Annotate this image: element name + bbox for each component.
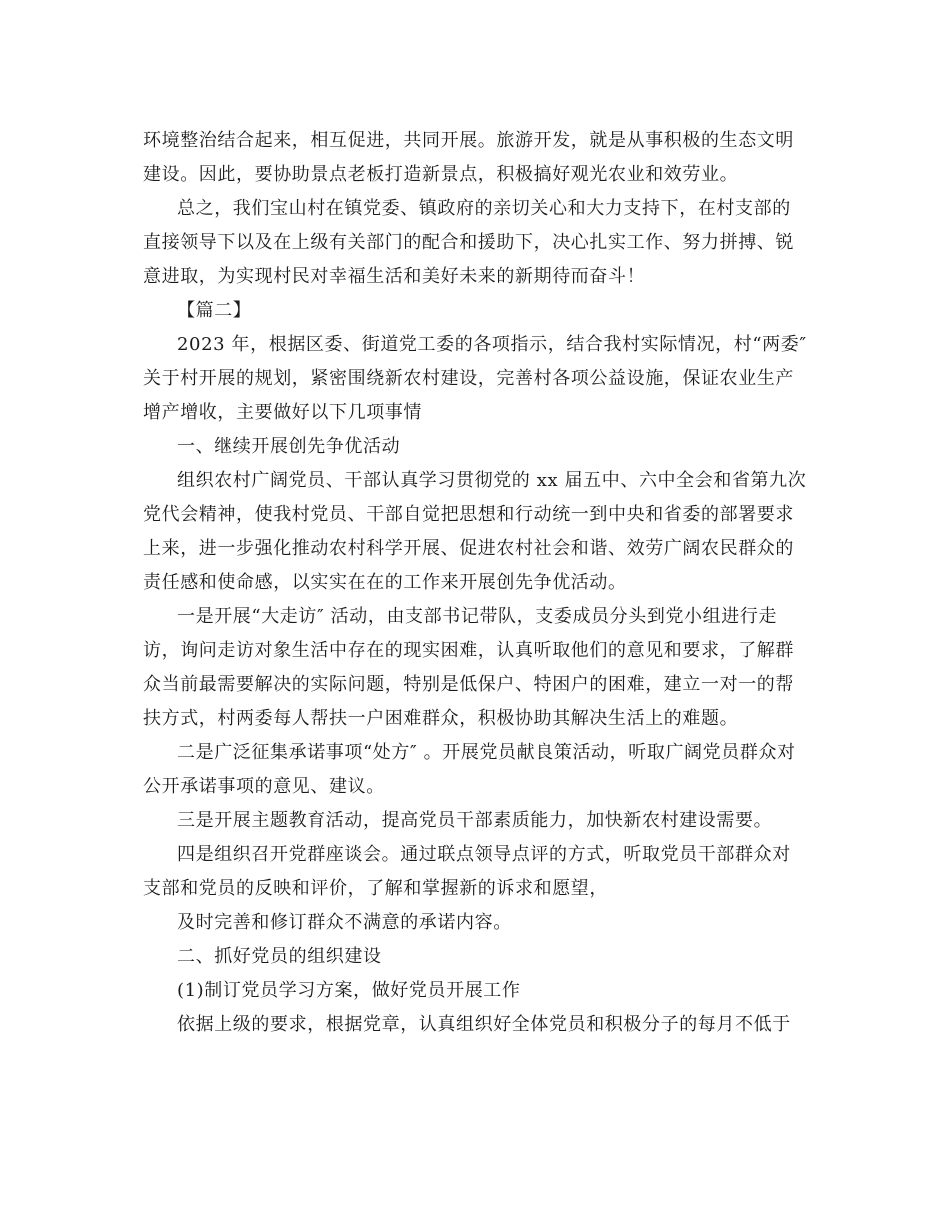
text-line: 支部和党员的反映和评价，了解和掌握新的诉求和愿望，	[143, 878, 608, 899]
text-line: 公开承诺事项的意见、建议。	[143, 776, 385, 797]
text-line: 直接领导下以及在上级有关部门的配合和援助下，决心扎实工作、努力拼搏、锐	[143, 232, 794, 253]
text-line: 党代会精神，使我村党员、干部自觉把思想和行动统一到中央和省委的部署要求	[143, 504, 794, 525]
text-line: 总之，我们宝山村在镇党委、镇政府的亲切关心和大力支持下，在村支部的	[177, 198, 791, 219]
text-line: 二、抓好党员的组织建设	[177, 946, 382, 967]
text-line: 建设。因此，要协助景点老板打造新景点，积极搞好观光农业和效劳业。	[143, 164, 739, 185]
text-line: 依据上级的要求，根据党章，认真组织好全体党员和积极分子的每月不低于	[177, 1014, 791, 1035]
text-line: 众当前最需要解决的实际问题，特别是低保户、特困户的困难，建立一对一的帮	[143, 674, 794, 695]
text-line: 四是组织召开党群座谈会。通过联点领导点评的方式，听取党员干部群众对	[177, 844, 791, 865]
text-line: 上来，进一步强化推动农村科学开展、促进农村社会和谐、效劳广阔农民群众的	[143, 538, 794, 559]
document-body	[143, 124, 808, 1042]
text-line: 环境整治结合起来，相互促进，共同开展。旅游开发，就是从事积极的生态文明	[143, 130, 794, 151]
text-line: 责任感和使命感，以实实在在的工作来开展创先争优活动。	[143, 572, 627, 593]
text-line: 组织农村广阔党员、干部认真学习贯彻党的 xx 届五中、六中全会和省第九次	[177, 470, 807, 491]
text-line: 意进取，为实现村民对幸福生活和美好未来的新期待而奋斗！	[143, 266, 646, 287]
text-line: 访，询问走访对象生活中存在的现实困难，认真听取他们的意见和要求，了解群	[143, 640, 794, 661]
text-line: 关于村开展的规划，紧密围绕新农村建设，完善村各项公益设施，保证农业生产	[143, 368, 794, 389]
text-line: 一是开展“大走访″ 活动，由支部书记带队，支委成员分头到党小组进行走	[177, 606, 778, 627]
text-line: 一、继续开展创先争优活动	[177, 436, 401, 457]
text-line: 增产增收，主要做好以下几项事情	[143, 402, 422, 423]
text-line: 【篇二】	[177, 300, 252, 321]
text-line: 三是开展主题教育活动，提高党员干部素质能力，加快新农村建设需要。	[177, 810, 773, 831]
text-line: (1)制订党员学习方案，做好党员开展工作	[177, 980, 521, 1001]
text-line: 二是广泛征集承诺事项“处方″ 。开展党员献良策活动，听取广阔党员群众对	[177, 742, 796, 763]
text-line: 2023 年，根据区委、街道党工委的各项指示，结合我村实际情况，村“两委″	[177, 334, 807, 355]
text-line: 扶方式，村两委每人帮扶一户困难群众，积极协助其解决生活上的难题。	[143, 708, 739, 729]
text-line: 及时完善和修订群众不满意的承诺内容。	[177, 912, 512, 933]
